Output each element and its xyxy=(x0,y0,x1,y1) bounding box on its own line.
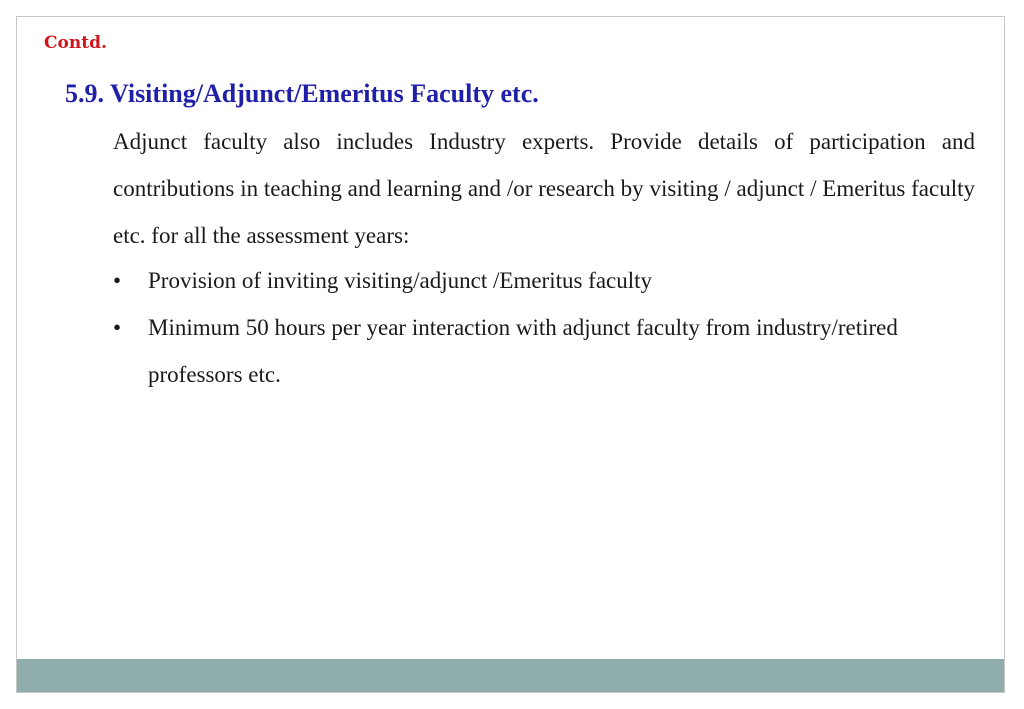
bullet-marker: • xyxy=(113,268,122,293)
contd-label: Contd. xyxy=(44,33,107,53)
slide xyxy=(16,16,1005,693)
bullet-text: Minimum 50 hours per year interaction with adjunct faculty from industry/retired professors etc. xyxy=(148,315,898,387)
bullet-item xyxy=(113,257,975,304)
body-paragraph: Adjunct faculty also includes Industry experts. Provide details of participation and contributions in teaching and learning and /or research by visiting / adjunct / Emeritus faculty etc. for all the assessment years: xyxy=(113,129,975,248)
section-title: 5.9. Visiting/Adjunct/Emeritus Faculty etc. xyxy=(65,79,539,108)
footer-bar xyxy=(17,659,1004,692)
bullet-marker: • xyxy=(113,315,122,340)
bullet-list xyxy=(113,257,975,398)
bullet-text: Provision of inviting visiting/adjunct /Emeritus faculty xyxy=(148,268,653,293)
bullet-item xyxy=(113,304,975,398)
